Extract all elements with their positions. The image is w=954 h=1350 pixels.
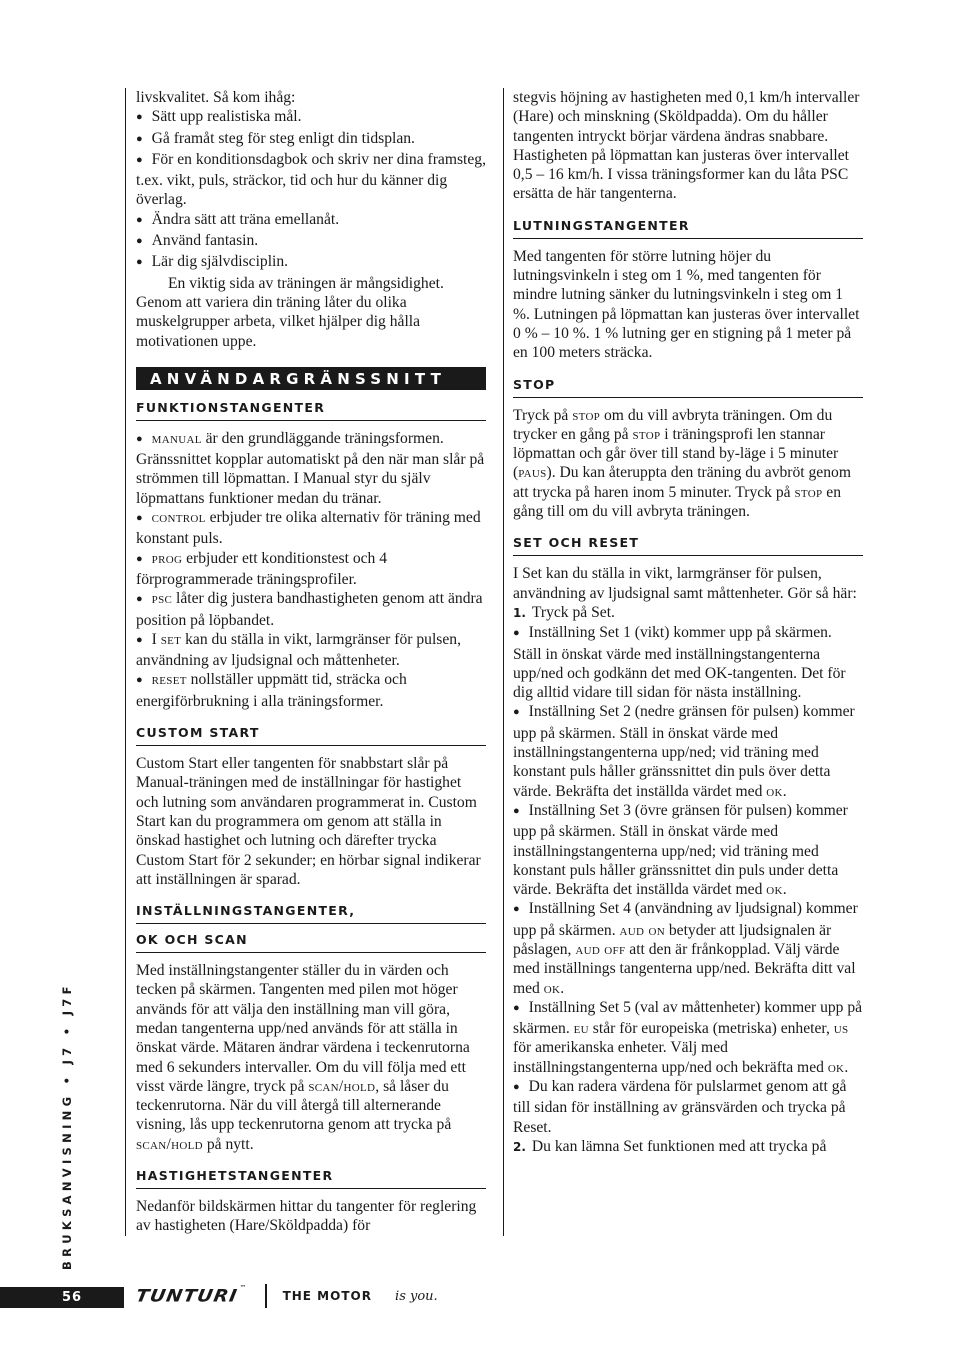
- set-item: ● Inställning Set 2 (nedre gränsen för pulsen) kommer upp på skärmen. Ställ in önskat värde med inställningstangenterna upp/ned; vid träning med konstant puls håller gränssnittet din puls över detta värde. Bekräfta det inställda värdet med ok.: [513, 702, 863, 800]
- key-name: us: [833, 1020, 849, 1038]
- footer-logo: [136, 1284, 438, 1310]
- key-name: stop: [572, 406, 601, 424]
- key-name: manual: [151, 429, 202, 447]
- side-running-title: BRUKSANVISNING • J7 • J7F: [60, 982, 74, 1270]
- intro-line: livskvalitet. Så kom ihåg:: [136, 89, 296, 106]
- key-name: stop: [794, 483, 823, 501]
- page-number: 56: [0, 1287, 124, 1308]
- center-column-rule: [503, 88, 504, 1236]
- incline-paragraph: Med tangenten för större lutning höjer du lutningsvinkeln i steg om 1 %, med tangenten för mindre lutning sänker du lutningsvinkeln i steg om 1 %. Lutningen på löpmattan kan justeras över intervallet 0 % – 10 %. 1 % lutning ger en stigning på 1 meter på en 100 meters sträcka.: [513, 247, 860, 362]
- key-name: set: [160, 630, 182, 648]
- heading-hastighetstangenter: HASTIGHETSTANGENTER: [136, 1168, 486, 1189]
- tip-item: ● Använd fantasin.: [136, 231, 486, 252]
- motor-wordmark: THE MOTOR: [282, 1289, 372, 1303]
- key-name: ok: [766, 881, 783, 899]
- key-name: aud on: [619, 921, 665, 939]
- right-column: [513, 88, 863, 1157]
- left-column-rule: [125, 88, 126, 1236]
- set-item: ● Du kan radera värdena för pulslarmet genom att gå till sidan för inställning av gränsvärden och trycka på Reset.: [513, 1077, 863, 1137]
- tagline: is you.: [395, 1288, 438, 1304]
- tip-item: ● Gå framåt steg för steg enligt din tidsplan.: [136, 129, 486, 150]
- trademark-mark: ™: [239, 1284, 247, 1292]
- custom-start-paragraph: Custom Start eller tangenten för snabbstart slår på Manual-träningen med de inställningar för hastighet och lutning som användaren programmerat in. Custom Start kan du programmera om genom att ställa in önskad hastighet och lutning och därefter trycka Custom Start för 2 sekunder; en hörbar signal indikerar att inställningen är sparad.: [136, 755, 481, 888]
- heading-ok-och-scan: OK OCH SCAN: [136, 932, 486, 953]
- key-name: stop: [632, 425, 661, 443]
- set-step: 1. Tryck på Set.: [513, 603, 615, 621]
- set-item: ● Inställning Set 3 (övre gränsen för pulsen) kommer upp på skärmen. Ställ in önskat värde med inställningstangenterna upp/ned; vid träning med konstant puls håller gränssnittet din puls under detta värde. Bekräfta det inställda värdet med ok.: [513, 801, 863, 899]
- function-key-item: ● manual är den grundläggande träningsformen. Gränssnittet kopplar automatiskt på den när man slår på strömmen till löpmattan. I Manual styr du själv löpmattans funktioner medan du tränar.: [136, 429, 486, 508]
- speed-paragraph: Nedanför bildskärmen hittar du tangenter för reglering av hastigheten (Hare/Sköldpadda) för: [136, 1198, 477, 1235]
- tip-item: ● Ändra sätt att träna emellanåt.: [136, 210, 486, 231]
- function-key-item: ● psc låter dig justera bandhastigheten genom att ändra position på löpbandet.: [136, 589, 486, 630]
- function-key-item: ● prog erbjuder ett konditionstest och 4 förprogrammerade träningsprofiler.: [136, 549, 486, 590]
- tip-item: ● Sätt upp realistiska mål.: [136, 107, 486, 128]
- speed-continued-paragraph: stegvis höjning av hastigheten med 0,1 km/h intervaller (Hare) och minskning (Sköldpadda). Om du håller tangenten intryckt börjar värdena ändras snabbare. Hastigheten på löpmattan kan justeras över intervallet 0,5 – 16 km/h. I vissa träningsformer kan du låta PSC ersätta de här tangenterna.: [513, 89, 860, 203]
- function-key-item: ● control erbjuder tre olika alternativ för träning med konstant puls.: [136, 508, 486, 549]
- function-key-item: ● I set kan du ställa in vikt, larmgränser för pulsen, användning av ljudsignal och måttenheter.: [136, 630, 486, 671]
- set-intro: I Set kan du ställa in vikt, larmgränser för pulsen, användning av ljudsignal samt måttenheter. Gör så här:: [513, 565, 857, 602]
- heading-installningstangenter: INSTÄLLNINGSTANGENTER,: [136, 903, 486, 924]
- heading-funktionstangenter: FUNKTIONSTANGENTER: [136, 400, 486, 421]
- key-name: control: [151, 509, 206, 527]
- install-paragraph: Med inställningstangenter ställer du in värden och tecken på skärmen. Tangenten med pilen mot höger används för att välja den inställning man vill göra, medan tangenterna upp/ned används för att ställa in önskat värde. Mätaren ändrar värdena i teckenrutorna med 6 sekunders intervaller. Om du vill följa med ett visst värde längre, tryck på scan/hold, så låser du teckenrutorna. När du vill återgå till alternerande visning, lås upp teckenrutorna genom att trycka på scan/hold på nytt.: [136, 962, 470, 1153]
- heading-set-och-reset: SET OCH RESET: [513, 535, 863, 556]
- key-name: psc: [151, 590, 173, 608]
- left-column: [136, 88, 486, 1236]
- logo-divider: [265, 1284, 267, 1308]
- key-name: scan/hold: [308, 1077, 376, 1095]
- heading-lutningstangenter: LUTNINGSTANGENTER: [513, 218, 863, 239]
- key-name: eu: [573, 1020, 589, 1038]
- tunturi-logo: TUNTURI: [134, 1286, 240, 1306]
- set-item: ● Inställning Set 4 (användning av ljudsignal) kommer upp på skärmen. aud on betyder att ljudsignalen är påslagen, aud off att den är frånkopplad. Välj värde med inställnings tangenterna upp/ned. Bekräfta ditt val med ok.: [513, 899, 863, 997]
- tip-item: ● Lär dig självdisciplin.: [136, 252, 486, 273]
- key-name: ok: [766, 782, 783, 800]
- key-name: paus: [518, 464, 547, 482]
- key-name: prog: [151, 549, 183, 567]
- heading-custom-start: CUSTOM START: [136, 725, 486, 746]
- section-title-band: ANVÄNDARGRÄNSSNITT: [136, 367, 486, 390]
- key-name: reset: [151, 671, 187, 689]
- key-name: ok: [827, 1058, 845, 1076]
- function-key-item: ● reset nollställer uppmätt tid, sträcka och energiförbrukning i alla träningsformer.: [136, 670, 486, 711]
- key-name: aud off: [575, 940, 626, 958]
- set-step: 2. Du kan lämna Set funktionen med att trycka på: [513, 1137, 827, 1155]
- tip-item: ● För en konditionsdagbok och skriv ner dina framsteg, t.ex. vikt, puls, sträckor, tid och hur du känner dig överlag.: [136, 150, 486, 210]
- set-item: ● Inställning Set 5 (val av måttenheter) kommer upp på skärmen. eu står för europeiska (metriska) enheter, us för amerikanska enheter. Välj med inställningstangenterna upp/ned och bekräfta med ok.: [513, 998, 863, 1077]
- key-name: ok: [543, 979, 561, 997]
- key-name: scan/hold: [136, 1135, 203, 1153]
- stop-paragraph: Tryck på stop om du vill avbryta träningen. Om du trycker en gång på stop i träningsprofi len stannar löpmattan och går över till stand by-läge i 5 minuter (paus). Du kan återuppta den träning du avbröt genom att trycka på haren inom 5 minuter. Tryck på stop en gång till om du vill avbryta träningen.: [513, 406, 851, 521]
- variety-paragraph: En viktig sida av träningen är mångsidighet. Genom att variera din träning låter du olika muskelgrupper arbeta, vilket hjälper dig hålla motivationen uppe.: [136, 274, 444, 350]
- heading-stop: STOP: [513, 377, 863, 398]
- set-item: ● Inställning Set 1 (vikt) kommer upp på skärmen. Ställ in önskat värde med inställningstangenterna upp/ned och godkänn det med OK-tangenten. Det för dig alltid vidare till sidan för nästa inställning.: [513, 623, 863, 702]
